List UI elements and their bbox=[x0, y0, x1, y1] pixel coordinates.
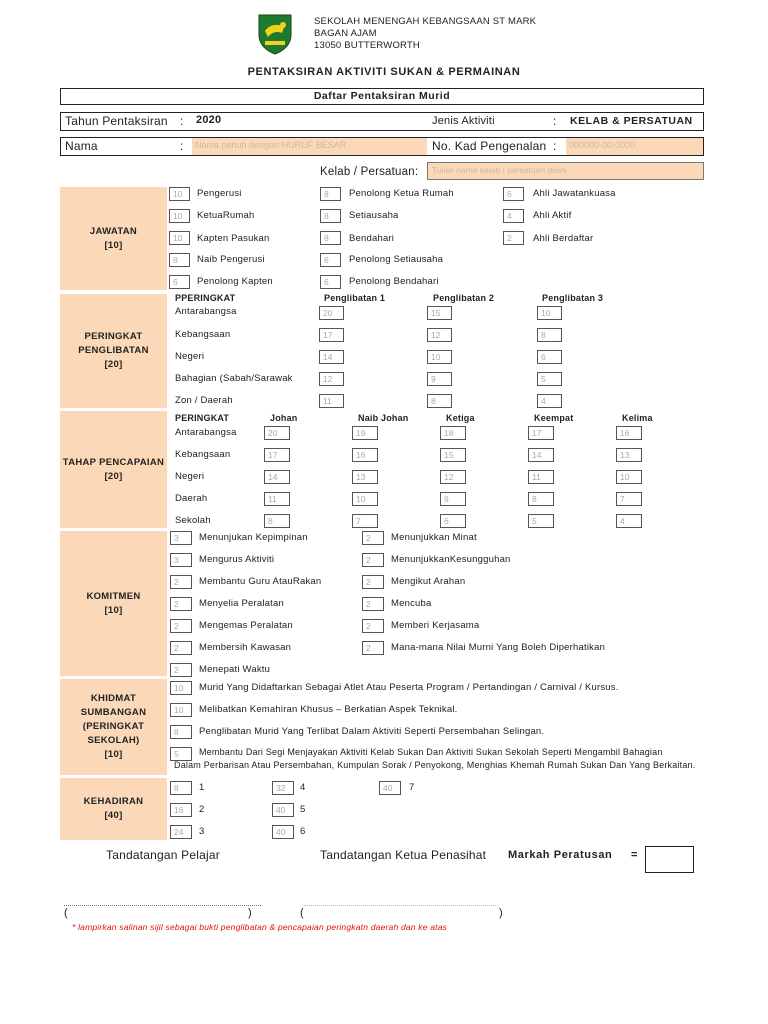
score-checkbox[interactable]: 2 bbox=[503, 231, 524, 245]
score-checkbox[interactable]: 6 bbox=[503, 187, 524, 201]
row-label: Bahagian (Sabah/Sarawak bbox=[175, 373, 293, 384]
option-label: 4 bbox=[300, 782, 306, 793]
row-label: Antarabangsa bbox=[175, 427, 237, 438]
row-label: Daerah bbox=[175, 493, 208, 504]
score-checkbox[interactable]: 20 bbox=[319, 306, 344, 320]
score-checkbox[interactable]: 10 bbox=[616, 470, 642, 484]
name-label: Nama bbox=[65, 139, 98, 153]
equals-sign: = bbox=[631, 849, 638, 861]
option-label: 5 bbox=[300, 804, 306, 815]
club-label: Kelab / Persatuan: bbox=[320, 166, 419, 178]
score-checkbox[interactable]: 11 bbox=[528, 470, 554, 484]
score-checkbox[interactable]: 8 bbox=[427, 394, 452, 408]
score-checkbox[interactable]: 14 bbox=[319, 350, 344, 364]
school-address bbox=[314, 16, 536, 52]
score-checkbox[interactable]: 15 bbox=[427, 306, 452, 320]
option-label: 1 bbox=[199, 782, 205, 793]
score-checkbox[interactable]: 7 bbox=[616, 492, 642, 506]
khidmat-section-title: KHIDMAT SUMBANGAN (PERINGKAT SEKOLAH) [10] bbox=[60, 679, 167, 775]
school-name: SEKOLAH MENENGAH KEBANGSAAN ST MARK bbox=[314, 16, 537, 27]
option-label: Menepati Waktu bbox=[199, 664, 271, 675]
score-checkbox[interactable]: 40 bbox=[272, 825, 294, 839]
paren-close: ) bbox=[248, 907, 252, 919]
score-checkbox[interactable]: 13 bbox=[352, 470, 378, 484]
score-checkbox[interactable]: 2 bbox=[170, 575, 192, 589]
paren-open: ( bbox=[64, 907, 68, 919]
option-label: Mengemas Peralatan bbox=[199, 620, 293, 631]
option-label: 7 bbox=[409, 782, 415, 793]
score-checkbox[interactable]: 6 bbox=[440, 514, 466, 528]
option-label: Membantu Guru AtauRakan bbox=[199, 576, 322, 587]
advisor-signature-line[interactable] bbox=[304, 905, 498, 906]
score-checkbox[interactable]: 8 bbox=[169, 253, 190, 267]
score-checkbox[interactable]: 6 bbox=[320, 275, 341, 289]
colon: : bbox=[180, 114, 184, 128]
student-signature-line[interactable] bbox=[64, 905, 261, 906]
peringkat-section-title: PERINGKAT PENGLIBATAN [20] bbox=[60, 294, 167, 408]
score-checkbox[interactable]: 3 bbox=[170, 531, 192, 545]
score-checkbox[interactable]: 2 bbox=[362, 641, 384, 655]
colon: : bbox=[553, 139, 557, 153]
score-checkbox[interactable]: 5 bbox=[528, 514, 554, 528]
score-checkbox[interactable]: 10 bbox=[169, 231, 190, 245]
colon: : bbox=[553, 114, 557, 128]
option-label: Penolong Kapten bbox=[197, 276, 273, 287]
score-checkbox[interactable]: 2 bbox=[170, 597, 192, 611]
list-title: Daftar Pentaksiran Murid bbox=[60, 88, 704, 105]
score-checkbox[interactable]: 8 bbox=[170, 725, 192, 739]
option-label: 3 bbox=[199, 826, 205, 837]
score-checkbox[interactable]: 10 bbox=[169, 187, 190, 201]
score-checkbox[interactable]: 14 bbox=[528, 448, 554, 462]
score-checkbox[interactable]: 5 bbox=[537, 372, 562, 386]
score-checkbox[interactable]: 10 bbox=[170, 681, 192, 695]
activity-label: Jenis Aktiviti bbox=[432, 115, 495, 127]
option-label: Bendahari bbox=[349, 233, 395, 244]
option-label: KetuaRumah bbox=[197, 210, 255, 221]
score-checkbox[interactable]: 6 bbox=[320, 253, 341, 267]
option-label: Penolong Setiausaha bbox=[349, 254, 444, 265]
score-checkbox[interactable]: 4 bbox=[616, 514, 642, 528]
column-header: Keempat bbox=[534, 413, 574, 423]
score-checkbox[interactable]: 7 bbox=[352, 514, 378, 528]
score-checkbox[interactable]: 6 bbox=[537, 350, 562, 364]
option-label: Mengikut Arahan bbox=[391, 576, 466, 587]
score-checkbox[interactable]: 10 bbox=[537, 306, 562, 320]
column-header: Penglibatan 1 bbox=[324, 293, 386, 303]
kehadiran-section-title: KEHADIRAN [40] bbox=[60, 778, 167, 840]
form-title: PENTAKSIRAN AKTIVITI SUKAN & PERMAINAN bbox=[247, 66, 521, 78]
column-header: Johan bbox=[270, 413, 298, 423]
score-checkbox[interactable]: 15 bbox=[440, 448, 466, 462]
advisor-signature-label: Tandatangan Ketua Penasihat bbox=[320, 848, 487, 862]
score-checkbox[interactable]: 12 bbox=[319, 372, 344, 386]
option-label-continued: Dalam Perbarisan Atau Persembahan, Kumpulan Sorak / Penyokong, Menghias Khemah Rumah Sukan Dan Yang Berkaitan. bbox=[174, 760, 696, 770]
colon: : bbox=[180, 139, 184, 153]
score-checkbox[interactable]: 17 bbox=[264, 448, 290, 462]
option-label: Menunjukan Kepimpinan bbox=[199, 532, 308, 543]
school-postcode: 13050 BUTTERWORTH bbox=[314, 40, 420, 51]
row-label: Negeri bbox=[175, 471, 205, 482]
column-header: Ketiga bbox=[446, 413, 475, 423]
score-checkbox[interactable]: 40 bbox=[272, 803, 294, 817]
row-label: Kebangsaan bbox=[175, 329, 231, 340]
score-checkbox[interactable]: 11 bbox=[264, 492, 290, 506]
student-signature-label: Tandatangan Pelajar bbox=[106, 848, 220, 862]
score-checkbox[interactable]: 2 bbox=[362, 619, 384, 633]
score-checkbox[interactable]: 3 bbox=[170, 553, 192, 567]
option-label: Melibatkan Kemahiran Khusus – Berkatian Aspek Teknikal. bbox=[199, 704, 458, 715]
ic-label: No. Kad Pengenalan bbox=[432, 139, 547, 153]
score-checkbox[interactable]: 2 bbox=[362, 597, 384, 611]
column-header: Kelima bbox=[622, 413, 653, 423]
score-checkbox[interactable]: 16 bbox=[616, 426, 642, 440]
shield-icon bbox=[257, 13, 293, 55]
option-label: Penolong Ketua Rumah bbox=[349, 188, 454, 199]
year-label: Tahun Pentaksiran bbox=[65, 114, 168, 128]
activity-value[interactable]: KELAB & PERSATUAN bbox=[570, 115, 693, 127]
score-checkbox[interactable]: 2 bbox=[362, 575, 384, 589]
score-checkbox[interactable]: 5 bbox=[170, 747, 192, 761]
column-header: PERINGKAT bbox=[175, 413, 230, 423]
school-town: BAGAN AJAM bbox=[314, 28, 377, 39]
score-checkbox[interactable]: 13 bbox=[616, 448, 642, 462]
column-header: PPERINGKAT bbox=[175, 293, 236, 303]
total-score-input[interactable] bbox=[645, 846, 694, 873]
score-checkbox[interactable]: 4 bbox=[503, 209, 524, 223]
score-checkbox[interactable]: 6 bbox=[169, 275, 190, 289]
score-checkbox[interactable]: 8 bbox=[528, 492, 554, 506]
paren-open: ( bbox=[300, 907, 304, 919]
score-checkbox[interactable]: 10 bbox=[352, 492, 378, 506]
row-label: Sekolah bbox=[175, 515, 211, 526]
score-checkbox[interactable]: 10 bbox=[427, 350, 452, 364]
option-label: MenunjukkanKesungguhan bbox=[391, 554, 511, 565]
score-checkbox[interactable]: 2 bbox=[362, 531, 384, 545]
score-checkbox[interactable]: 8 bbox=[170, 781, 192, 795]
ic-input[interactable]: 000000-00-0000 bbox=[566, 138, 703, 155]
komitmen-section-title: KOMITMEN [10] bbox=[60, 531, 167, 676]
score-checkbox[interactable]: 17 bbox=[528, 426, 554, 440]
name-input[interactable]: Nama penuh dengan HURUF BESAR bbox=[192, 138, 427, 155]
score-checkbox[interactable]: 10 bbox=[169, 209, 190, 223]
score-checkbox[interactable]: 8 bbox=[320, 231, 341, 245]
score-checkbox[interactable]: 16 bbox=[170, 803, 192, 817]
option-label: Setiausaha bbox=[349, 210, 399, 221]
score-checkbox[interactable]: 4 bbox=[537, 394, 562, 408]
score-checkbox[interactable]: 19 bbox=[352, 426, 378, 440]
option-label: Penolong Bendahari bbox=[349, 276, 439, 287]
score-checkbox[interactable]: 32 bbox=[272, 781, 294, 795]
option-label: Kapten Pasukan bbox=[197, 233, 270, 244]
score-checkbox[interactable]: 11 bbox=[319, 394, 344, 408]
row-label: Zon / Daerah bbox=[175, 395, 233, 406]
option-label: Ahli Berdaftar bbox=[533, 233, 594, 244]
option-label: Mana-mana Nilai Murni Yang Boleh Diperhatikan bbox=[391, 642, 606, 653]
score-checkbox[interactable]: 2 bbox=[170, 619, 192, 633]
column-header: Penglibatan 2 bbox=[433, 293, 495, 303]
score-checkbox[interactable]: 10 bbox=[170, 703, 192, 717]
option-label: Murid Yang Didaftarkan Sebagai Atlet Atau Peserta Program / Pertandingan / Carnival / Kursus. bbox=[199, 682, 619, 693]
option-label: Naib Pengerusi bbox=[197, 254, 265, 265]
club-input[interactable]: Tulisk nama kelab / persatuan disini bbox=[427, 162, 704, 180]
score-checkbox[interactable]: 16 bbox=[352, 448, 378, 462]
row-label: Negeri bbox=[175, 351, 205, 362]
score-checkbox[interactable]: 12 bbox=[427, 328, 452, 342]
score-checkbox[interactable]: 24 bbox=[170, 825, 192, 839]
option-label: Ahli Jawatankuasa bbox=[533, 188, 616, 199]
score-checkbox[interactable]: 18 bbox=[440, 426, 466, 440]
score-checkbox[interactable]: 12 bbox=[440, 470, 466, 484]
option-label: Menyelia Peralatan bbox=[199, 598, 284, 609]
score-checkbox[interactable]: 2 bbox=[170, 641, 192, 655]
score-checkbox[interactable]: 40 bbox=[379, 781, 401, 795]
option-label: Pengerusi bbox=[197, 188, 242, 199]
score-checkbox[interactable]: 20 bbox=[264, 426, 290, 440]
option-label: 6 bbox=[300, 826, 306, 837]
score-checkbox[interactable]: 8 bbox=[320, 209, 341, 223]
total-label: Markah Peratusan bbox=[508, 849, 613, 861]
option-label: 2 bbox=[199, 804, 205, 815]
option-label: Mencuba bbox=[391, 598, 432, 609]
score-checkbox[interactable]: 9 bbox=[427, 372, 452, 386]
paren-close: ) bbox=[499, 907, 503, 919]
score-checkbox[interactable]: 2 bbox=[362, 553, 384, 567]
jawatan-section-title: JAWATAN [10] bbox=[60, 187, 167, 290]
option-label: Menunjukkan Minat bbox=[391, 532, 477, 543]
option-label: Ahli Aktif bbox=[533, 210, 572, 221]
tahap-section-title: TAHAP PENCAPAIAN [20] bbox=[60, 411, 167, 528]
year-value[interactable]: 2020 bbox=[196, 114, 222, 126]
column-header: Naib Johan bbox=[358, 413, 409, 423]
school-logo bbox=[257, 13, 293, 55]
score-checkbox[interactable]: 17 bbox=[319, 328, 344, 342]
row-label: Antarabangsa bbox=[175, 306, 237, 317]
score-checkbox[interactable]: 8 bbox=[320, 187, 341, 201]
attachment-note: * lampirkan salinan sijil sebagai bukti penglibatan & pencapaian peringkatn daerah dan ke atas bbox=[72, 922, 448, 932]
score-checkbox[interactable]: 2 bbox=[170, 663, 192, 677]
score-checkbox[interactable]: 14 bbox=[264, 470, 290, 484]
score-checkbox[interactable]: 8 bbox=[537, 328, 562, 342]
row-label: Kebangsaan bbox=[175, 449, 231, 460]
score-checkbox[interactable]: 8 bbox=[264, 514, 290, 528]
option-label: Membersih Kawasan bbox=[199, 642, 292, 653]
option-label: Mengurus Aktiviti bbox=[199, 554, 275, 565]
option-label: Penglibatan Murid Yang Terlibat Dalam Aktiviti Seperti Persembahan Selingan. bbox=[199, 726, 545, 737]
column-header: Penglibatan 3 bbox=[542, 293, 604, 303]
score-checkbox[interactable]: 9 bbox=[440, 492, 466, 506]
option-label: Memberi Kerjasama bbox=[391, 620, 480, 631]
option-label: Membantu Dari Segi Menjayakan Aktiviti Kelab Sukan Dan Aktiviti Sukan Sekolah Seperti Mengambil Bahagian bbox=[199, 747, 663, 757]
